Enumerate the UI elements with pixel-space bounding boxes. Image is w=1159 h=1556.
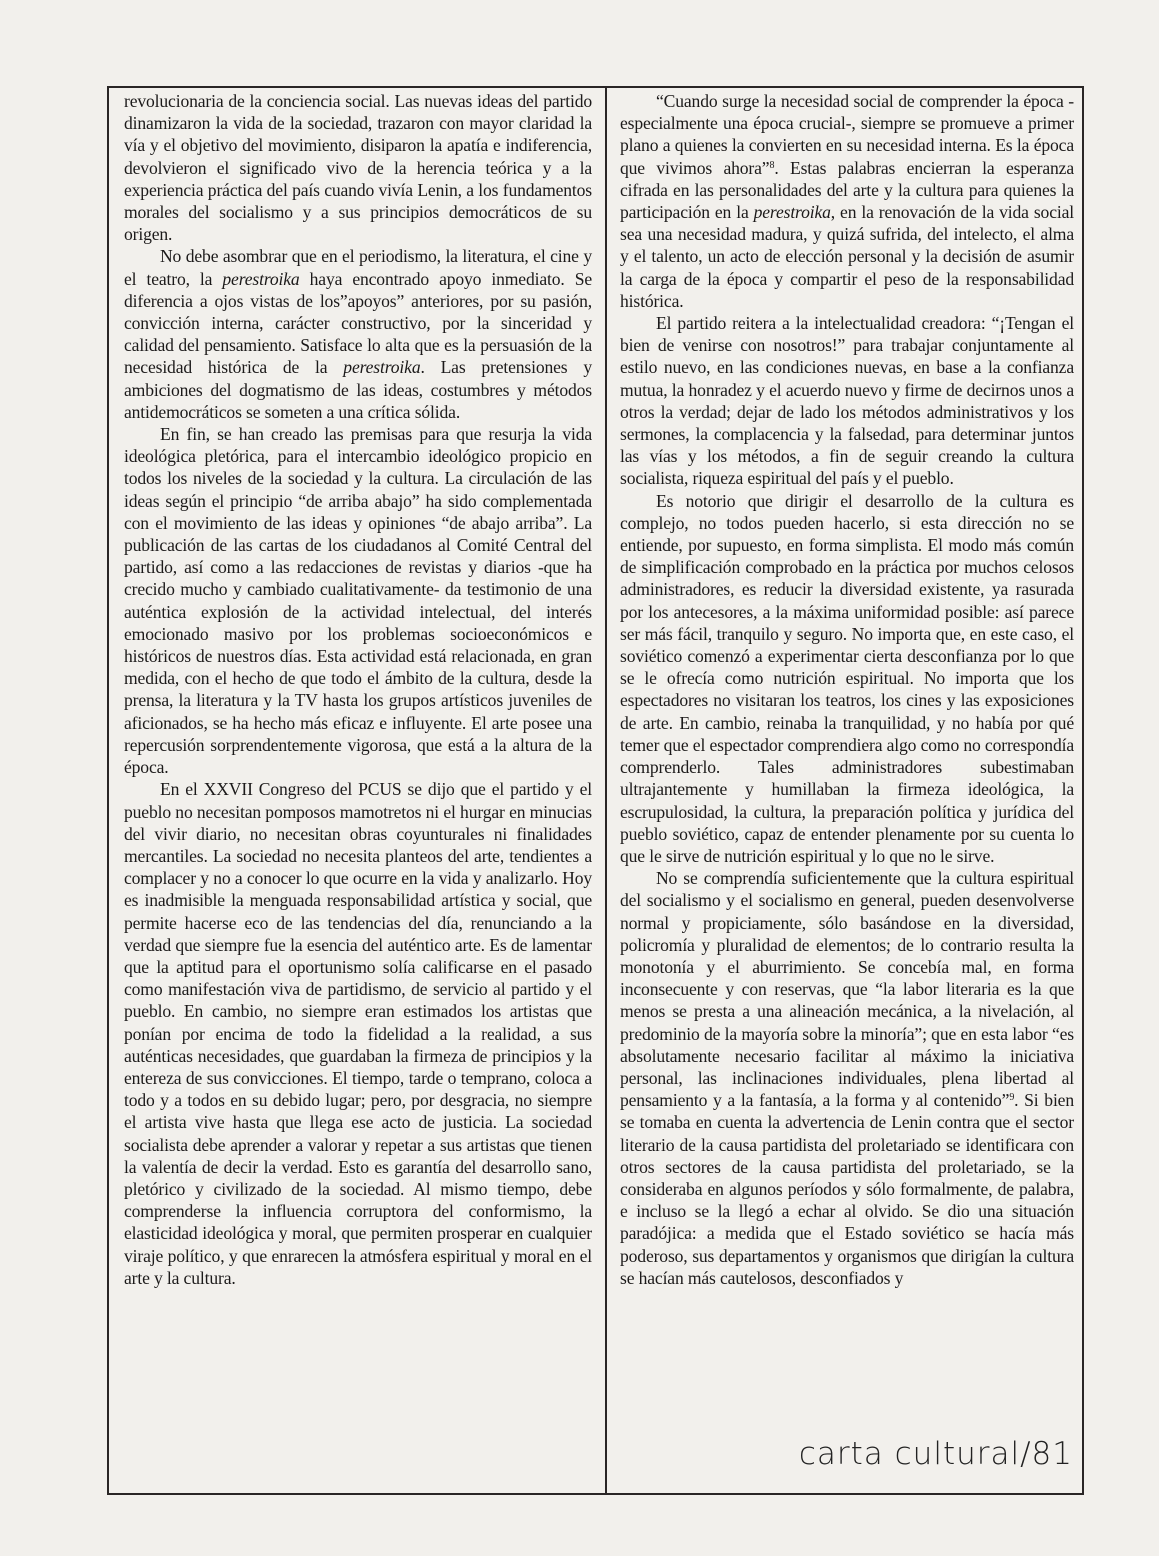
paragraph (620, 90, 1074, 312)
text-run: . Las pretensiones y ambiciones del dogmatismo de las ideas, costumbres y métodos antidemocráticos se someten a una crítica sólida. (124, 357, 592, 422)
text-run: . Estas palabras encierran la esperanza cifrada en las personalidades del arte y la cultura para quienes la participación en la (620, 157, 1074, 223)
footnote-reference: 8 (769, 159, 775, 171)
right-column (620, 90, 1074, 1289)
italic-term: perestroika (753, 202, 831, 223)
text-run: No se comprendía suficientemente que la cultura espiritual del socialismo y el socialismo en general, pueden desenvolverse normal y propiciamente, sólo basándose en la diversidad, policromía y pluralidad de elementos; de lo contrario resulta la monotonía y el aburrimiento. Se concebía mal, en forma inconsecuente y con reservas, que “la labor literaria es la que menos se presta a una alineación mecánica, a la nivelación, al predominio de la mayoría sobre la minoría”; que en esta labor “es absolutamente necesario facilitar al máximo la iniciativa personal, las inclinaciones individuales, plena libertad al pensamiento y a la fantasía, a la forma y al contenido” (620, 868, 1074, 1111)
paragraph (620, 490, 1074, 867)
text-run: haya encontrado apoyo inmediato. Se diferencia a ojos vistas de los”apoyos” anteriores, por su pasión, convicción interna, carácter constructivo, por la sinceridad y calidad del pensamiento. Satisface lo alta que es la persuasión de la necesidad histórica de la (124, 268, 592, 378)
italic-term: perestroika (343, 357, 421, 378)
running-footer: carta cultural/81 (798, 1436, 1073, 1472)
paragraph (124, 423, 592, 778)
text-run: . Si bien se tomaba en cuenta la advertencia de Lenin contra que el sector literario de la causa partidista del proletariado se identificara con otros sectores de la causa partidista del proletariado, se la consideraba en algunos períodos y sólo formalmente, de palabra, e incluso se la llegó a echar al olvido. Se dio una situación paradójica: a medida que el Estado soviético se hacía más poderoso, sus departamentos y organismos que dirigían la cultura se hacían más cautelosos, desconfiados y (620, 1090, 1074, 1288)
text-run: En fin, se han creado las premisas para que resurja la vida ideológica pletórica, para el intercambio ideológico propicio en todos los niveles de la sociedad y la cultura. La circulación de las ideas según el principio “de arriba abajo” ha sido complementada con el movimiento de las ideas y opiniones “de abajo arriba”. La publicación de las cartas de los ciudadanos al Comité Central del partido, así como a las redacciones de revistas y diarios -que ha crecido mucho y cambiado cualitativamente- da testimonio de una auténtica explosión de la actividad intelectual, del interés emocionado masivo por los problemas socioeconómicos e históricos de nuestros días. Esta actividad está relacionada, en gran medida, con el hecho de que todo el ámbito de la cultura, desde la prensa, la literatura y la TV hasta los grupos artísticos juveniles de aficionados, se ha hecho más eficaz e influyente. El arte posee una repercusión sorprendentemente vigorosa, que está a la altura de la época. (124, 424, 592, 778)
paragraph (124, 245, 592, 423)
text-run: Es notorio que dirigir el desarrollo de la cultura es complejo, no todos pueden hacerlo, si esta dirección no se entiende, por supuesto, en forma simplista. El modo más común de simplificación comprobado en la práctica por muchos celosos administradores, es reducir la diversidad existente, ya rasurada por los antecesores, a la máxima uniformidad posible: así parece ser más fácil, tranquilo y seguro. No importa que, en este caso, el soviético comenzó a experimentar cierta desconfianza por lo que se le ofrecía como nutrición espiritual. No importa que los espectadores no visitaran los teatros, los cines y las exposiciones de arte. En cambio, reinaba la tranquilidad, y no había por qué temer que el espectador comprendiera algo como no correspondía comprenderlo. Tales administradores subestimaban ultrajantemente y humillaban la firmeza ideológica, la escrupulosidad, la cultura, la preparación política y jurídica del pueblo soviético, capaz de entender plenamente por su cuenta lo que le sirve de nutrición espiritual y lo que no le sirve. (620, 490, 1074, 866)
text-run: El partido reitera a la intelectualidad creadora: “¡Tengan el bien de venirse con nosotros!” para trabajar conjuntamente al estilo nuevo, en las condiciones nuevas, en base a la confianza mutua, la honradez y el acuerdo nuevo y firme de decirnos unos a otros la verdad; dejar de lado los métodos administrativos y los sermones, la complacencia y la falsedad, para determinar juntos las vías y los métodos, a fin de seguir creando la cultura socialista, riqueza espiritual del país y el pueblo. (620, 313, 1074, 489)
column-divider (605, 86, 607, 1495)
text-run: “Cuando surge la necesidad social de comprender la época -especialmente una época crucial-, siempre se promueve a primer plano a quienes la convierten en su necesidad interna. Es la época que vivimos ahora” (620, 91, 1074, 178)
paragraph (124, 778, 592, 1289)
footnote-reference: 9 (1009, 1092, 1015, 1104)
text-run: En el XXVII Congreso del PCUS se dijo que el partido y el pueblo no necesitan pomposos mamotretos ni el hurgar en minucias del vivir diario, no necesitan obras coyunturales ni finalidades mercantiles. La sociedad no necesita planteos del arte, tendientes a complacer y no a conocer lo que ocurre en la vida y analizarlo. Hoy es inadmisible la menguada responsabilidad artística y social, que permite hacerse eco de las tendencias del día, renunciando a la verdad que siempre fue la esencia del auténtico arte. Es de lamentar que la aptitud para el oportunismo solía calificarse en el pasado como manifestación viva de partidismo, de servicio al partido y el pueblo. En cambio, no siempre eran estimados los artistas que ponían por encima de todo la fidelidad a la realidad, a sus auténticas necesidades, que guardaban la firmeza de principios y la entereza de sus convicciones. El tiempo, tarde o temprano, coloca a todo y a todos en su debido lugar; pero, por desgracia, no siempre el artista vive hasta que llega ese acto de justicia. La sociedad socialista debe aprender a valorar y repetar a sus artistas que tienen la valentía de decir la verdad. Esto es garantía del desarrollo sano, pletórico y civilizado de la sociedad. Al mismo tiempo, debe comprenderse la influencia corruptora del conformismo, la elasticidad ideológica y moral, que permiten prosperar en cualquier viraje político, y que enrarecen la atmósfera espiritual y moral en el arte y la cultura. (124, 779, 592, 1288)
paragraph (620, 312, 1074, 490)
paragraph (124, 90, 592, 245)
italic-term: perestroika (222, 268, 300, 289)
text-run: , en la renovación de la vida social sea una necesidad madura, y quizá sufrida, del intelecto, el alma y el talento, un acto de elección personal y la decisión de asumir la carga de la época y compartir el peso de la responsabilidad histórica. (620, 202, 1074, 311)
left-column (124, 90, 592, 1289)
text-run: No debe asombrar que en el periodismo, la literatura, el cine y el teatro, la (124, 246, 592, 289)
text-run: revolucionaria de la conciencia social. Las nuevas ideas del partido dinamizaron la vida de la sociedad, trazaron con mayor claridad la vía y el objetivo del movimiento, disiparon la apatía e indiferencia, devolvieron el significado vivo de la herencia teórica y a la experiencia práctica del país cuando vivía Lenin, a los fundamentos morales del socialismo y a sus principios democráticos de su origen. (124, 91, 592, 245)
paragraph (620, 867, 1074, 1289)
